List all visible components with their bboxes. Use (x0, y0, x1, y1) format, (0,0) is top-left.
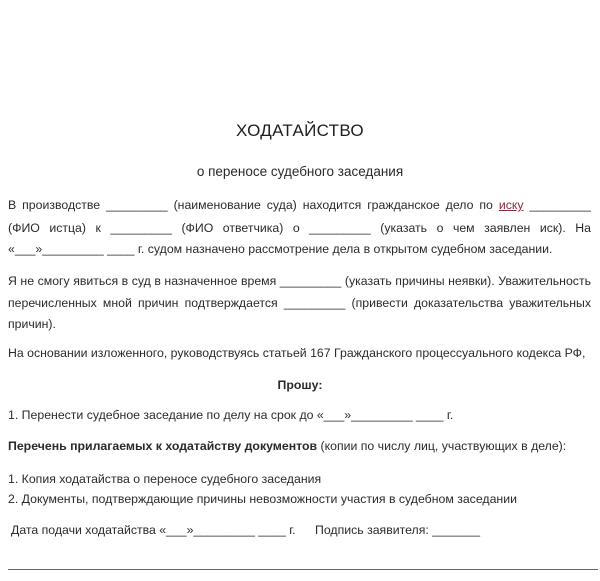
request-item-1: 1. Перенести судебное заседание по делу на срок до «___»_________ ____ г. (8, 408, 454, 422)
attachment-item-1: 1. Копия ходатайства о переносе судебного заседания (8, 472, 322, 486)
paragraph-1-blank: _________ (523, 198, 592, 212)
paragraph-1-line-2: (ФИО истца) к _________ (ФИО ответчика) о _________ (указать о чем заявлен иск). На (8, 221, 591, 235)
paragraph-1-line-3: «___»_________ ____ г. судом назначено рассмотрение дела в открытом судебном заседании. (8, 242, 553, 256)
paragraph-2-line-3: причин). (8, 317, 56, 331)
bottom-divider (8, 569, 598, 570)
paragraph-3: На основании изложенного, руководствуясь статьей 167 Гражданского процессуального кодекса РФ, (8, 346, 586, 360)
paragraph-2-line-1: Я не смогу явиться в суд в назначенное время _________ (указать причины неявки). Уважительность (8, 274, 591, 288)
document-subtitle: о переносе судебного заседания (196, 164, 404, 179)
submission-date-line: Дата подачи ходатайства «___»_________ ____ г. (11, 523, 296, 537)
signature-line: Подпись заявителя: _______ (315, 523, 481, 537)
document-title: ХОДАТАЙСТВО (236, 121, 364, 140)
claim-link[interactable]: иску (498, 198, 524, 212)
paragraph-1-line-1 (8, 197, 591, 213)
attachments-heading-bold: Перечень прилагаемых к ходатайству документов (8, 439, 318, 453)
request-heading: Прошу: (277, 378, 323, 392)
paragraph-1-text: В производстве _________ (наименование суда) находится гражданское дело по (8, 198, 499, 212)
paragraph-2-line-2: перечисленных мной причин подтверждается _________ (привести доказательства уважительных (8, 296, 591, 310)
attachment-item-2: 2. Документы, подтверждающие причины невозможности участия в судебном заседании (8, 492, 517, 506)
attachments-heading-rest: (копии по числу лиц, участвующих в деле): (317, 439, 567, 453)
attachments-heading (8, 438, 566, 454)
